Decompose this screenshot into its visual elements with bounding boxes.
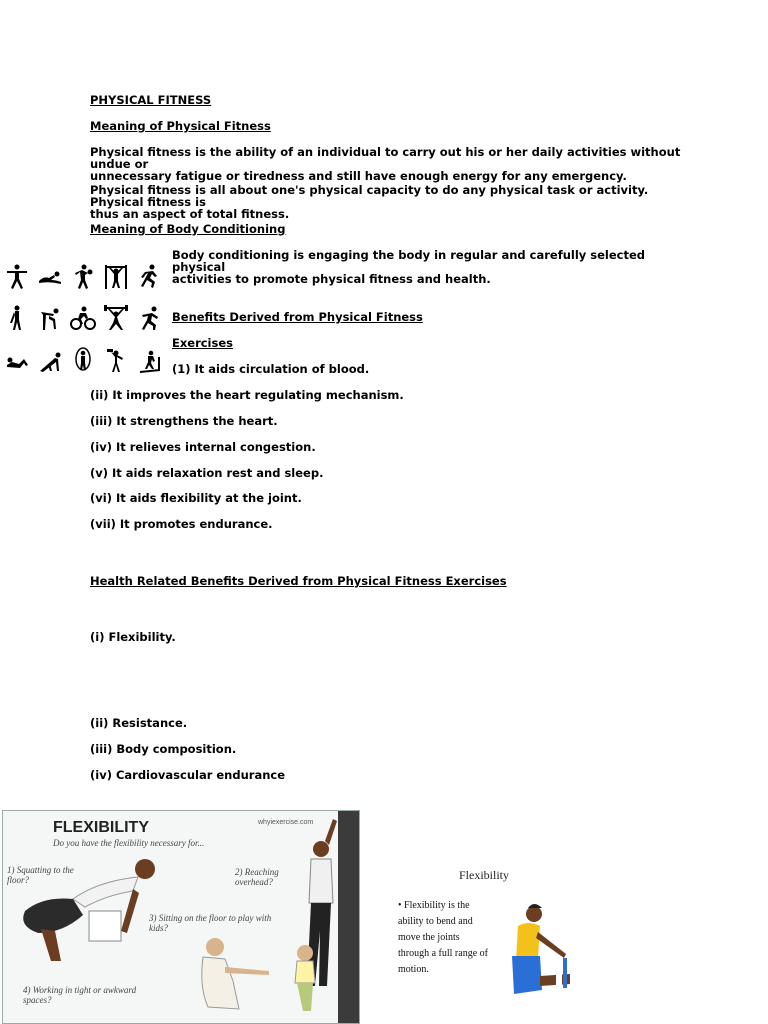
conditioning-heading: Meaning of Body Conditioning <box>90 222 286 236</box>
health-heading: Health Related Benefits Derived from Physical Fitness Exercises <box>90 574 507 588</box>
health-item: (iv) Cardiovascular endurance <box>90 768 286 782</box>
flexibility-card-image <box>392 858 582 1008</box>
swim-icon <box>37 263 63 289</box>
paragraph-1 <box>90 146 690 182</box>
poster-subtitle: Do you have the flexibility necessary for... <box>53 838 205 848</box>
poster-title: FLEXIBILITY <box>53 819 149 836</box>
conditioning-line-2: activities to promote physical fitness and health. <box>172 272 491 286</box>
paragraph-2 <box>90 184 690 220</box>
poster-site: whyiexercise.com <box>258 819 314 826</box>
poster-caption: 2) Reaching overhead? <box>235 867 279 887</box>
page-title: PHYSICAL FITNESS <box>90 93 212 107</box>
cycling-icon <box>70 305 96 331</box>
jump-rope-icon <box>70 347 96 373</box>
bend-icon <box>4 305 30 331</box>
benefits-heading: Benefits Derived from Physical Fitness <box>172 310 423 324</box>
stretch-icon <box>4 263 30 289</box>
benefit-item: (iv) It relieves internal congestion. <box>90 440 316 454</box>
flexibility-poster-image <box>2 810 360 1024</box>
conditioning-paragraph <box>172 249 672 285</box>
benefit-item: (vi) It aids flexibility at the joint. <box>90 491 302 505</box>
exercise-icons-grid <box>0 255 165 380</box>
benefit-item: (v) It aids relaxation rest and sleep. <box>90 466 324 480</box>
conditioning-line-1: Body conditioning is engaging the body in regular and carefully selected physical <box>172 248 646 274</box>
situp-icon <box>4 347 30 373</box>
poster-caption: 3) Sitting on the floor to play with kids? <box>149 913 272 933</box>
benefit-item: (vii) It promotes endurance. <box>90 517 273 531</box>
run-icon <box>136 263 162 289</box>
dumbbell-icon <box>103 347 129 373</box>
benefit-item: (iii) It strengthens the heart. <box>90 414 278 428</box>
paragraph-1-line-1: Physical fitness is the ability of an individual to carry out his or her daily activities without undue or <box>90 145 681 171</box>
paragraph-2-line-2: thus an aspect of total fitness. <box>90 207 290 221</box>
benefit-item: (1) It aids circulation of blood. <box>172 362 370 376</box>
health-item: (i) Flexibility. <box>90 630 176 644</box>
sprint-icon <box>136 305 162 331</box>
boxing-icon <box>70 263 96 289</box>
card-text: • Flexibility is the ability to bend and move the joints through a full range of motion. <box>398 900 488 975</box>
benefit-item: (ii) It improves the heart regulating mechanism. <box>90 388 404 402</box>
paragraph-1-line-2: unnecessary fatigue or tiredness and still have enough energy for any emergency. <box>90 169 627 183</box>
weightlifting-icon <box>103 305 129 331</box>
paragraph-2-line-1: Physical fitness is all about one's physical capacity to do any physical task or activity. Physical fitness is <box>90 183 649 209</box>
weight-rack-icon <box>103 263 129 289</box>
stretching-person-illustration <box>488 898 578 1008</box>
icon-row <box>0 339 165 381</box>
health-item: (ii) Resistance. <box>90 716 188 730</box>
poster-caption: 1) Squatting to the floor? <box>7 865 74 885</box>
icon-row <box>0 255 165 297</box>
card-title: Flexibility <box>459 868 510 882</box>
icon-row <box>0 297 165 339</box>
poster-caption: 4) Working in tight or awkward spaces? <box>23 985 137 1005</box>
treadmill-icon <box>136 347 162 373</box>
pushup-icon <box>37 347 63 373</box>
health-item: (iii) Body composition. <box>90 742 237 756</box>
lunge-icon <box>37 305 63 331</box>
exercises-heading: Exercises <box>172 336 233 350</box>
meaning-heading: Meaning of Physical Fitness <box>90 119 271 133</box>
